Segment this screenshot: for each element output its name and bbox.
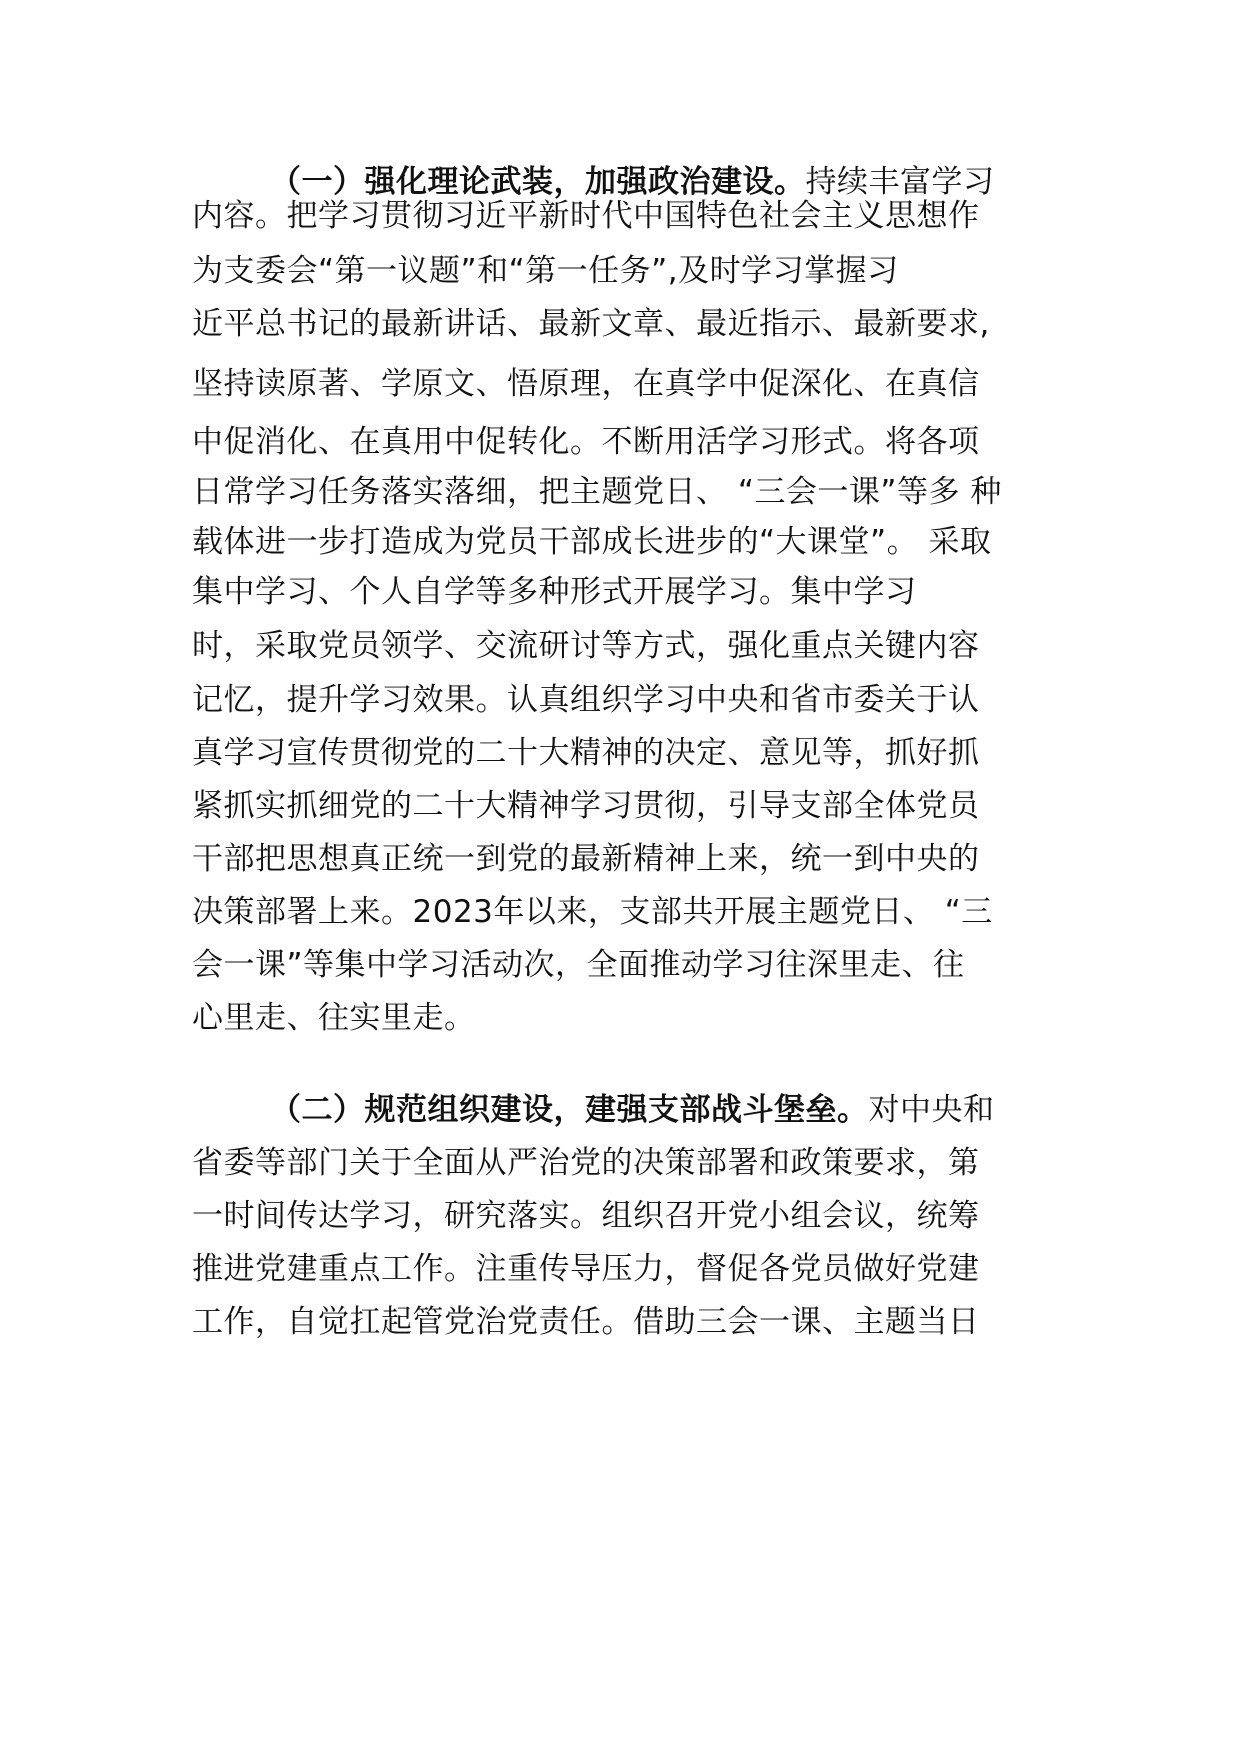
section-2-lead: 对中央和 bbox=[868, 1092, 995, 1128]
paragraph-line: 内容。把学习贯彻习近平新时代中国特色社会主义思想作 bbox=[192, 198, 980, 234]
paragraph-line: 载体进一步打造成为党员干部成长进步的“大课堂”。 采取 bbox=[192, 524, 992, 560]
paragraph-line: 省委等部门关于全面从严治党的决策部署和政策要求，第 bbox=[192, 1145, 980, 1181]
paragraph-line: 集中学习、个人自学等多种形式开展学习。集中学习 bbox=[192, 574, 917, 610]
section-1-heading: （一）强化理论武装，加强政治建设。 bbox=[270, 164, 806, 200]
paragraph-line: 记忆，提升学习效果。认真组织学习中央和省市委关于认 bbox=[192, 682, 980, 718]
paragraph-line: 一时间传达学习，研究落实。组织召开党小组会议，统筹 bbox=[192, 1198, 980, 1234]
paragraph-line: 日常学习任务落实落细，把主题党日、 “三会一课”等多 种 bbox=[192, 474, 1002, 510]
paragraph-line: 决策部署上来。2023年以来，支部共开展主题党日、 “三 bbox=[192, 894, 993, 930]
paragraph-line: 工作，自觉扛起管党治党责任。借助三会一课、主题当日 bbox=[192, 1304, 980, 1340]
paragraph-line: 心里走、往实里走。 bbox=[192, 1000, 476, 1036]
paragraph-line: 中促消化、在真用中促转化。不断用活学习形式。将各项 bbox=[192, 424, 980, 460]
paragraph-line: 紧抓实抓细党的二十大精神学习贯彻，引导支部全体党员 bbox=[192, 788, 980, 824]
paragraph-line: 时，采取党员领学、交流研讨等方式，强化重点关键内容 bbox=[192, 628, 980, 664]
paragraph-line: 近平总书记的最新讲话、最新文章、最近指示、最新要求, bbox=[192, 306, 990, 342]
paragraph-line: 真学习宣传贯彻党的二十大精神的决定、意见等，抓好抓 bbox=[192, 735, 980, 771]
section-2-heading: （二）规范组织建设，建强支部战斗堡垒。 bbox=[270, 1092, 869, 1128]
paragraph-line: 为支委会“第一议题”和“第一任务”,及时学习掌握习 bbox=[192, 253, 899, 289]
paragraph-line: 干部把思想真正统一到党的最新精神上来，统一到中央的 bbox=[192, 841, 980, 877]
paragraph-line: 会一课”等集中学习活动次，全面推动学习往深里走、往 bbox=[192, 947, 965, 983]
paragraph-line: 坚持读原著、学原文、悟原理，在真学中促深化、在真信 bbox=[192, 366, 980, 402]
paragraph-line: 推进党建重点工作。注重传导压力，督促各党员做好党建 bbox=[192, 1251, 980, 1287]
section-1-lead: 持续丰富学习 bbox=[805, 164, 995, 200]
section-2-first-line bbox=[270, 1090, 995, 1130]
